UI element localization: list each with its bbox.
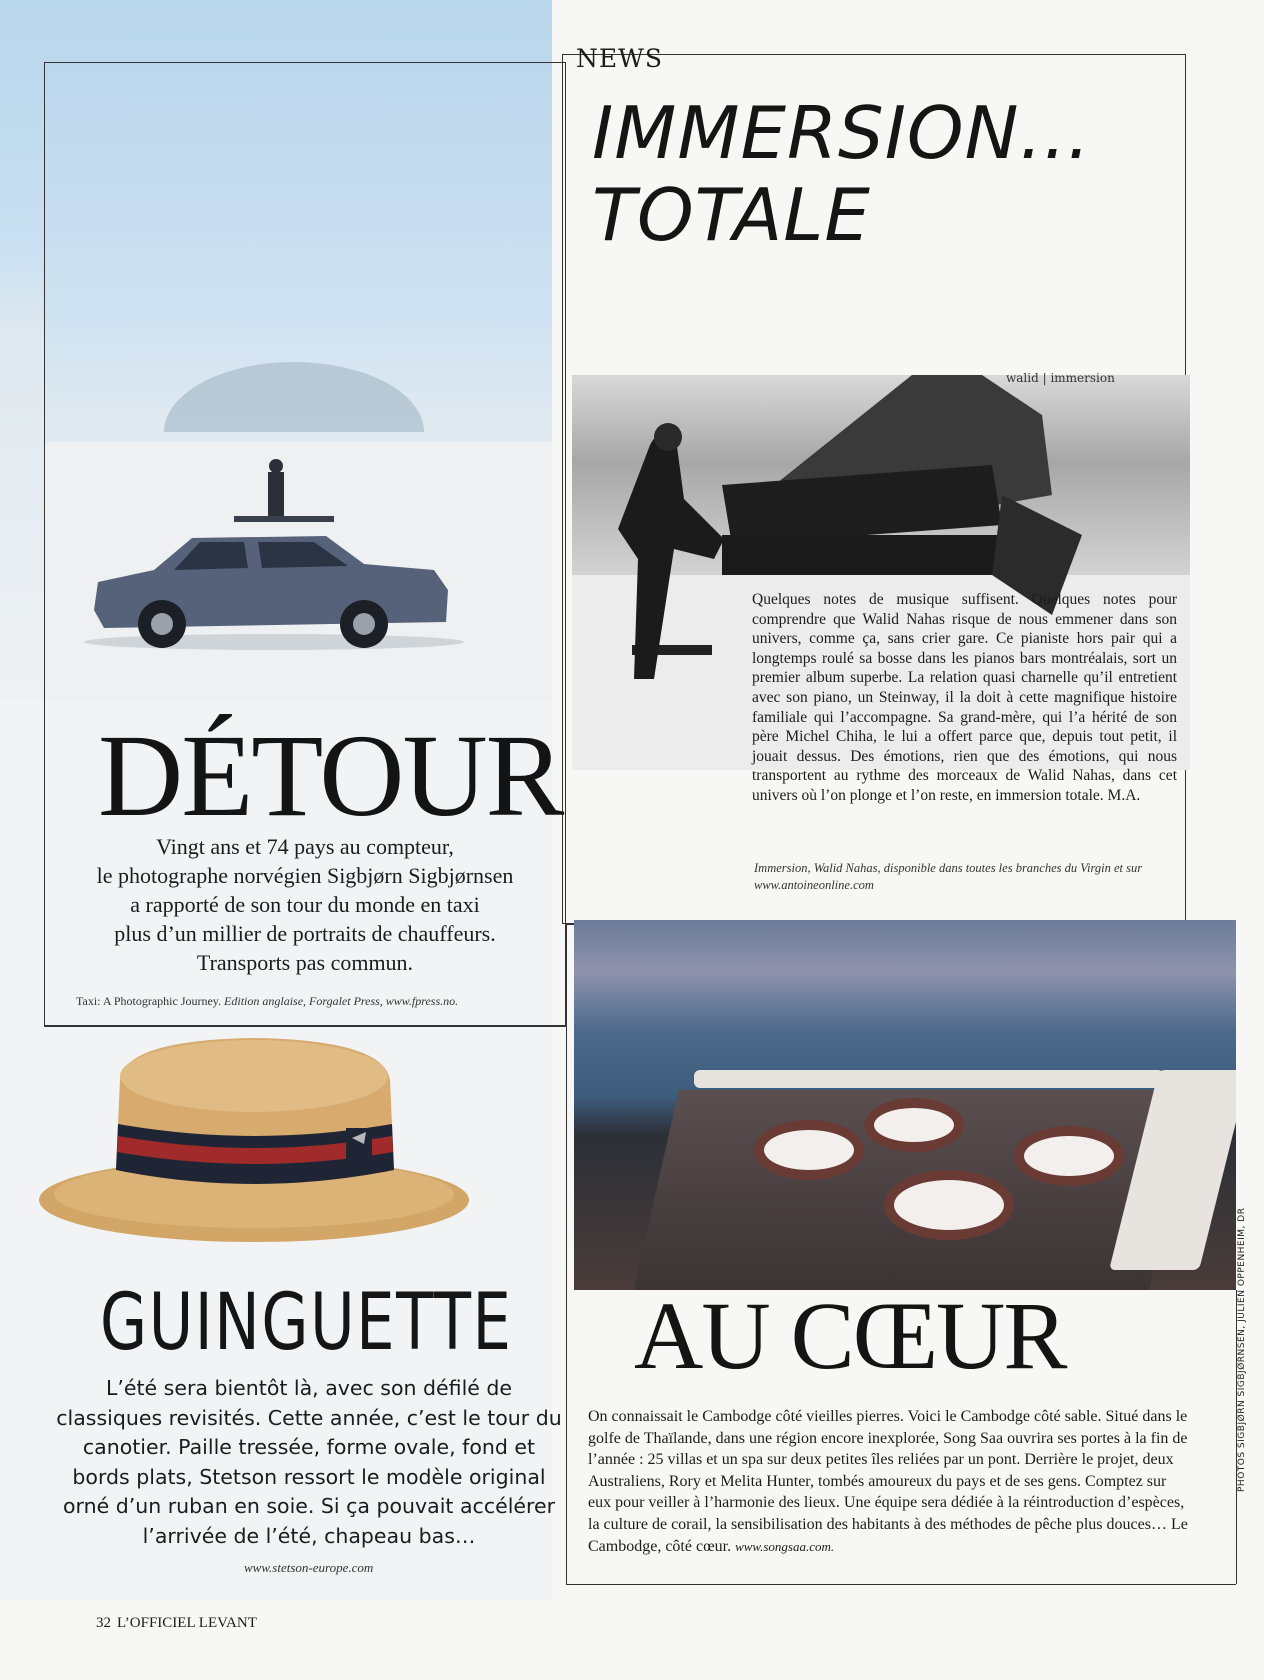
lounger — [754, 1120, 864, 1180]
immersion-body: Quelques notes de musique suffisent. Quelques notes pour comprendre que Walid Nahas risque de nous emmener dans son univers, comme ça, sans crier gare. Ce pianiste hors pair qui a longtemps roulé sa bosse dans les pianos bars montréalais, sort un premier album superbe. La relation quasi charnelle qu’il entretient avec son piano, un Steinway, il la doit à cette magnifique histoire familiale qui l’accompagne. Sa grand-mère, qui l’a hérité de son père Michel Chiha, le lui a offert parce que, depuis tout petit, il jouait dessus. Des émotions, rien que des émotions, qui nous transportent au rythme des morceaux de Walid Nahas, dans cet univers où l’on plonge et l’on reste, en immersion totale. M.A. — [752, 591, 1177, 804]
lounger — [864, 1098, 964, 1152]
guinguette-body: L’été sera bientôt là, avec son défilé de classiques revisités. Cette année, c’est le tour du canotier. Paille tressée, forme ovale, fond et bords plats, Stetson ressort le modèle original orné d’un ruban en soie. Si ça pouvait accélérer l’arrivée de l’été, chapeau bas… — [56, 1376, 562, 1548]
detour-credit-rest: Edition anglaise, Forgalet Press, www.fpress.no. — [221, 994, 459, 1008]
resort-terrace-photo — [574, 920, 1236, 1290]
photo-credit: PHOTOS SIGBJØRN SIGBJØRNSEN, JULIEN OPPENHEIM, DR — [1237, 1207, 1247, 1492]
guinguette-title: GUINGUETTE — [100, 1278, 513, 1368]
magazine-name: L’OFFICIEL LEVANT — [117, 1615, 257, 1631]
immersion-title — [592, 92, 1091, 256]
lounger — [1014, 1126, 1124, 1186]
detour-credit — [76, 994, 458, 1009]
canotier-hat-illustration — [34, 1020, 474, 1250]
sofa-back — [694, 1070, 1164, 1088]
detour-line: Vingt ans et 74 pays au compteur, — [156, 834, 454, 859]
detour-line: plus d’un millier de portraits de chauffeurs. — [114, 921, 496, 946]
detour-title: DÉTOUR — [98, 710, 563, 841]
detour-line: Transports pas commun. — [196, 950, 414, 975]
au-coeur-title: AU CŒUR — [634, 1282, 1066, 1389]
au-coeur-left-rule — [566, 924, 567, 1584]
au-coeur-url: www.songsaa.com. — [735, 1538, 835, 1554]
au-coeur-bottom-rule — [566, 1584, 1236, 1585]
detour-credit-title: Taxi: A Photographic Journey. — [76, 994, 222, 1008]
au-coeur-body — [588, 1406, 1188, 1557]
detour-line: a rapporté de son tour du monde en taxi — [130, 892, 480, 917]
piano-photo-caption: walid | immersion — [1006, 371, 1115, 385]
lounger — [884, 1170, 1014, 1240]
page-number: 32 — [96, 1615, 111, 1631]
au-coeur-text: On connaissait le Cambodge côté vieilles pierres. Voici le Cambodge côté sable. Situé dans le golfe de Thaïlande, dans une région encore inexplorée, Song Saa ouvrira ses portes à la fin de l’année : 25 villas et un spa sur deux petites îles reliées par un pont. Derrière le projet, deux Australiens, Rory et Melita Hunter, tombés amoureux du pays et de ses gens. Comptez sur eux pour veiller à l’harmonie des lieux. Une équipe sera dédiée à la réintroduction d’espèces, la culture de corail, la sensibilisation des habitants à des méthodes de pêche plus douces… Le Cambodge, côté cœur. — [588, 1408, 1188, 1555]
folio — [96, 1615, 257, 1632]
section-label: NEWS — [576, 44, 663, 73]
immersion-credit: Immersion, Walid Nahas, disponible dans toutes les branches du Virgin et sur www.antoineonline.com — [754, 861, 1143, 892]
immersion-title-line2: TOTALE — [592, 173, 871, 257]
immersion-title-line1: IMMERSION... — [592, 91, 1092, 175]
detour-line: le photographe norvégien Sigbjørn Sigbjørnsen — [96, 863, 514, 888]
guinguette-url: www.stetson-europe.com — [244, 1560, 374, 1575]
detour-body — [60, 832, 550, 977]
